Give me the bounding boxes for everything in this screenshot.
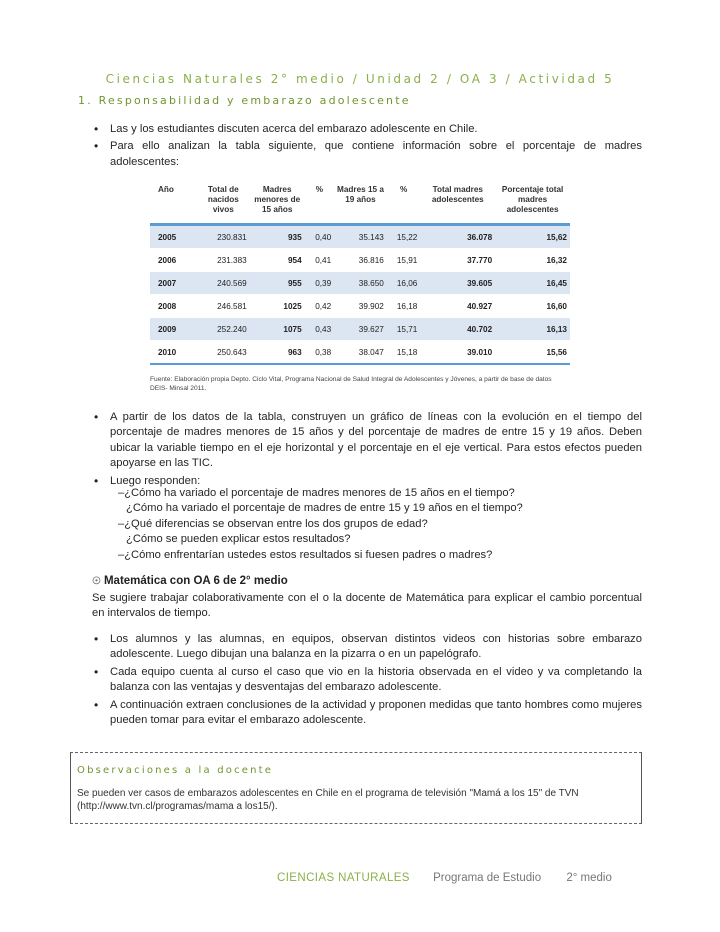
table-row [150, 341, 570, 365]
cell-total-adolescent-mothers: 40.927 [420, 295, 495, 318]
col-header-pct-15-19: % [387, 184, 421, 225]
footer-level: 2° medio [566, 872, 612, 884]
table-row [150, 295, 570, 318]
cell-pct-under-15: 0,39 [305, 272, 335, 295]
question-list [118, 486, 558, 563]
cell-mothers-under-15: 1025 [250, 295, 305, 318]
cell-year: 2006 [150, 249, 197, 272]
cell-total-births: 252.240 [197, 318, 250, 341]
cell-total-births: 231.383 [197, 249, 250, 272]
cell-total-adolescent-mothers: 37.770 [420, 249, 495, 272]
cell-mothers-15-19: 35.143 [334, 225, 387, 249]
cell-total-births: 230.831 [197, 225, 250, 249]
cell-pct-total: 15,62 [495, 225, 570, 249]
section-title: 1. Responsabilidad y embarazo adolescente [78, 94, 411, 107]
document-header-title: Ciencias Naturales 2° medio / Unidad 2 / OA 3 / Actividad 5 [105, 72, 615, 86]
teacher-observations-box [70, 752, 642, 824]
cell-pct-total: 16,45 [495, 272, 570, 295]
footer-program: Programa de Estudio [433, 872, 542, 884]
analysis-bullet: • A partir de los datos de la tabla, construyen un gráfico de líneas con la evolución en el tiempo del porcentaje de madres menores de 15 años y del porcentaje de madres de entre 15 y 19 años. Deben ubicar la variable tiempo en el eje horizontal y el porcentaje en el eje vertical. Para estos efectos pueden apoyarse en las TIC. [92, 410, 642, 472]
col-header-pct-total: Porcentaje total madres adolescentes [495, 184, 570, 225]
cell-year: 2009 [150, 318, 197, 341]
question-item: –¿Cómo enfrentarían ustedes estos resultados si fuesen padres o madres? [118, 548, 493, 561]
cell-pct-under-15: 0,38 [305, 341, 335, 365]
connection-icon: ☉ [92, 576, 101, 587]
question-item: –¿Cómo ha variado el porcentaje de madres menores de 15 años en el tiempo? [118, 487, 515, 499]
cell-total-adolescent-mothers: 36.078 [420, 225, 495, 249]
cell-pct-under-15: 0,41 [305, 249, 335, 272]
table-header-row [150, 184, 570, 225]
col-header-total-births: Total de nacidos vivos [197, 184, 250, 225]
intro-bullet: • Las y los estudiantes discuten acerca del embarazo adolescente en Chile. [92, 122, 642, 137]
cell-mothers-15-19: 36.816 [334, 249, 387, 272]
cell-mothers-under-15: 954 [250, 249, 305, 272]
col-header-mothers-under-15: Madres menores de 15 años [250, 184, 305, 225]
page-footer [277, 872, 612, 884]
cell-mothers-15-19: 39.902 [334, 295, 387, 318]
col-header-year: Año [150, 184, 197, 225]
intro-bullet-list [92, 122, 642, 172]
math-connection-title: Matemática con OA 6 de 2° medio [103, 575, 288, 587]
cell-year: 2007 [150, 272, 197, 295]
cell-pct-total: 16,60 [495, 295, 570, 318]
cell-pct-under-15: 0,42 [305, 295, 335, 318]
cell-pct-total: 15,56 [495, 341, 570, 365]
cell-year: 2008 [150, 295, 197, 318]
cell-pct-15-19: 15,91 [387, 249, 421, 272]
observations-title: Observaciones a la docente [77, 765, 274, 776]
table-row [150, 249, 570, 272]
table-source-note: Fuente: Elaboración propia Depto. Ciclo Vital, Programa Nacional de Salud Integral de Adolescentes y Jóvenes, a partir de base de datos DEIS- Minsal 2011. [150, 376, 552, 392]
analysis-bullet: • Luego responden: [92, 474, 642, 489]
cell-pct-15-19: 16,18 [387, 295, 421, 318]
cell-pct-15-19: 15,71 [387, 318, 421, 341]
cell-mothers-under-15: 963 [250, 341, 305, 365]
cell-pct-15-19: 16,06 [387, 272, 421, 295]
cell-mothers-under-15: 1075 [250, 318, 305, 341]
cell-pct-under-15: 0,40 [305, 225, 335, 249]
cell-total-births: 250.643 [197, 341, 250, 365]
col-header-mothers-15-19: Madres 15 a 19 años [334, 184, 387, 225]
cell-total-births: 246.581 [197, 295, 250, 318]
analysis-bullet-list [92, 410, 642, 491]
cell-total-adolescent-mothers: 39.010 [420, 341, 495, 365]
cell-mothers-under-15: 955 [250, 272, 305, 295]
cell-pct-15-19: 15,18 [387, 341, 421, 365]
math-connection-body: Se sugiere trabajar colaborativamente con el o la docente de Matemática para explicar el cambio porcentual en intervalos de tiempo. [92, 592, 642, 620]
table-row [150, 272, 570, 295]
cell-year: 2010 [150, 341, 197, 365]
question-item: ¿Cómo ha variado el porcentaje de madres de entre 15 y 19 años en el tiempo? [126, 502, 523, 515]
table-row [150, 318, 570, 341]
cell-pct-under-15: 0,43 [305, 318, 335, 341]
cell-pct-15-19: 15,22 [387, 225, 421, 249]
cell-total-births: 240.569 [197, 272, 250, 295]
cell-year: 2005 [150, 225, 197, 249]
math-connection-heading [92, 575, 288, 587]
group-activity-bullet: • Cada equipo cuenta al curso el caso que vio en la historia observada en el video y va completando la balanza con las ventajas y desventajas del embarazo adolescente. [92, 665, 642, 696]
group-activity-bullet: • Los alumnos y las alumnas, en equipos, observan distintos videos con historias sobre embarazo adolescente. Luego dibujan una balanza en la pizarra o en un papelógrafo. [92, 632, 642, 663]
cell-pct-total: 16,32 [495, 249, 570, 272]
cell-mothers-15-19: 38.047 [334, 341, 387, 365]
cell-pct-total: 16,13 [495, 318, 570, 341]
question-item: –¿Qué diferencias se observan entre los dos grupos de edad? [118, 517, 428, 530]
cell-mothers-under-15: 935 [250, 225, 305, 249]
intro-bullet: • Para ello analizan la tabla siguiente, que contiene información sobre el porcentaje de madres adolescentes: [92, 139, 642, 170]
col-header-total-adolescent-mothers: Total madres adolescentes [420, 184, 495, 225]
table-row [150, 225, 570, 249]
cell-mothers-15-19: 39.627 [334, 318, 387, 341]
adolescent-mothers-table [150, 184, 570, 365]
cell-total-adolescent-mothers: 39.605 [420, 272, 495, 295]
group-activity-bullet: • A continuación extraen conclusiones de la actividad y proponen medidas que tanto hombres como mujeres pueden tomar para evitar el embarazo adolescente. [92, 698, 642, 729]
cell-total-adolescent-mothers: 40.702 [420, 318, 495, 341]
cell-mothers-15-19: 38.650 [334, 272, 387, 295]
col-header-pct-under-15: % [305, 184, 335, 225]
observations-body: Se pueden ver casos de embarazos adolescentes en Chile en el programa de televisión "Mamá a los 15" de TVN (http://www.tvn.cl/programas/mama a los15/). [77, 788, 579, 812]
question-item: ¿Cómo se pueden explicar estos resultados? [126, 533, 351, 546]
footer-subject: CIENCIAS NATURALES [277, 872, 410, 884]
group-activity-bullet-list [92, 632, 642, 730]
